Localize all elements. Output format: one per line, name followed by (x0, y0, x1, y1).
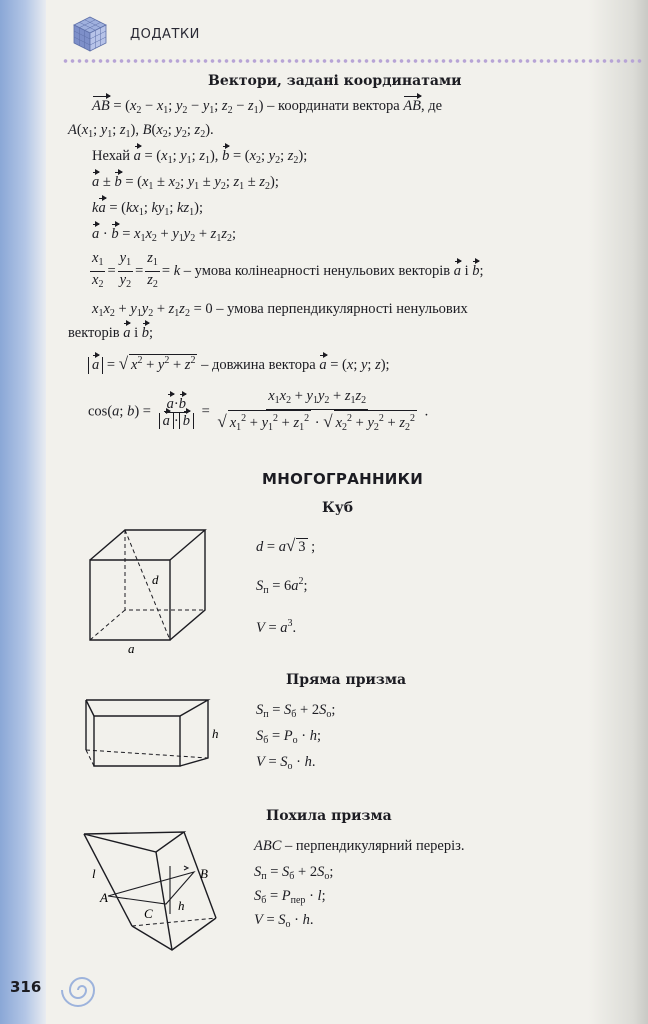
oblique-prism-volume-formula: $V = S_о \cdot h$. (254, 912, 314, 930)
right-prism-surface-formula: $S_п = S_б + 2S_о$; (256, 702, 336, 720)
formula-points-ab: $A(x_1$; $y_1$; $z_1$), $B(x_2$; $y_2$; $z_2$). (68, 122, 214, 140)
right-prism-title: Пряма призма (286, 672, 407, 688)
cube-logo-icon (70, 14, 110, 54)
formula-dot-product: $a \cdot b = x_1x_2 + y_1y_2 + z_1z_2$; (92, 226, 236, 244)
formula-scalar-mult: ka = ($kx_1$; $ky_1$; $kz_1$); (92, 200, 203, 218)
cube-volume-formula: $V = a^3$. (256, 618, 297, 636)
decorative-swirl-icon (52, 960, 112, 1020)
header-dotted-divider (62, 58, 642, 64)
cube-figure (80, 524, 220, 654)
formula-let-vectors: Нехай $a = (x_1$; $y_1$; $z_1$), $b = (x_2$; $y_2$; $z_2$); (92, 148, 308, 166)
vectors-section-title: Вектори, задані координатами (208, 73, 462, 89)
oblique-prism-section-line: ABC – перпендикулярний переріз. (254, 838, 465, 854)
oblique-label-b: B (200, 866, 208, 881)
formula-collinearity: $\frac{x_1}{x_2}$ = $\frac{y_1}{y_2}$ = $\frac{z_1}{z_2}$ = k – умова колінеарності ненульових векторів a і b; (92, 250, 484, 290)
oblique-prism-lateral-formula: $S_б = P_{пер} \cdot l$; (254, 888, 326, 906)
section-header-title: ДОДАТКИ (130, 27, 200, 42)
formula-sum-diff: $a \pm b = (x_1 \pm x_2$; $y_1 \pm y_2$; $z_1 \pm z_2$); (92, 174, 279, 192)
formula-vector-length: a = √ $x^2 + y^2 + z^2$ – довжина вектора a = (x; y; z); (88, 354, 390, 374)
page-edge-shadow (0, 0, 46, 1024)
page-fold-shadow (588, 0, 648, 1024)
oblique-label-h: h (178, 898, 185, 913)
page-number: 316 (10, 978, 42, 996)
cube-title: Куб (322, 500, 354, 516)
formula-perpendicularity: $x_1x_2 + y_1y_2 + z_1z_2 = 0$ – умова перпендикулярності ненульових (92, 301, 468, 319)
right-prism-figure (80, 694, 230, 786)
right-prism-volume-formula: $V = S_о \cdot h$. (256, 754, 316, 772)
oblique-label-c: C (144, 906, 153, 921)
cube-label-a: a (128, 641, 135, 654)
right-prism-lateral-formula: $S_б = P_о \cdot h$; (256, 728, 322, 746)
cube-diagonal-formula: d = a√ 3 ; (256, 536, 316, 555)
oblique-prism-surface-formula: $S_п = S_б + 2S_о$; (254, 864, 334, 882)
formula-cosine-angle: cos(a; b) = $\frac{a\cdot b}{a \cdot b}$ = $\frac{x_1x_2 + y_1y_2 + z_1z_2}{√ x_1^2 + y_1^2 + z_1^2 \cdot √ x_2^2 + y_2^2 + z_2^2}$ . (88, 388, 428, 436)
cube-label-d: d (152, 572, 159, 587)
oblique-label-l: l (92, 866, 96, 881)
oblique-prism-title: Похила призма (266, 808, 392, 824)
right-prism-label-h: h (212, 726, 219, 741)
oblique-prism-figure (80, 826, 230, 956)
formula-perpendicularity-cont: векторів a і b; (68, 325, 154, 341)
oblique-label-a: A (100, 890, 108, 905)
polyhedra-section-title: МНОГОГРАННИКИ (262, 470, 424, 488)
formula-vector-coordinates: AB = ($x_2 - x_1$; $y_2 - y_1$; $z_2 - z_1$) – координати вектора AB, де (92, 98, 443, 116)
cube-surface-formula: $S_п = 6a^2$; (256, 576, 308, 596)
